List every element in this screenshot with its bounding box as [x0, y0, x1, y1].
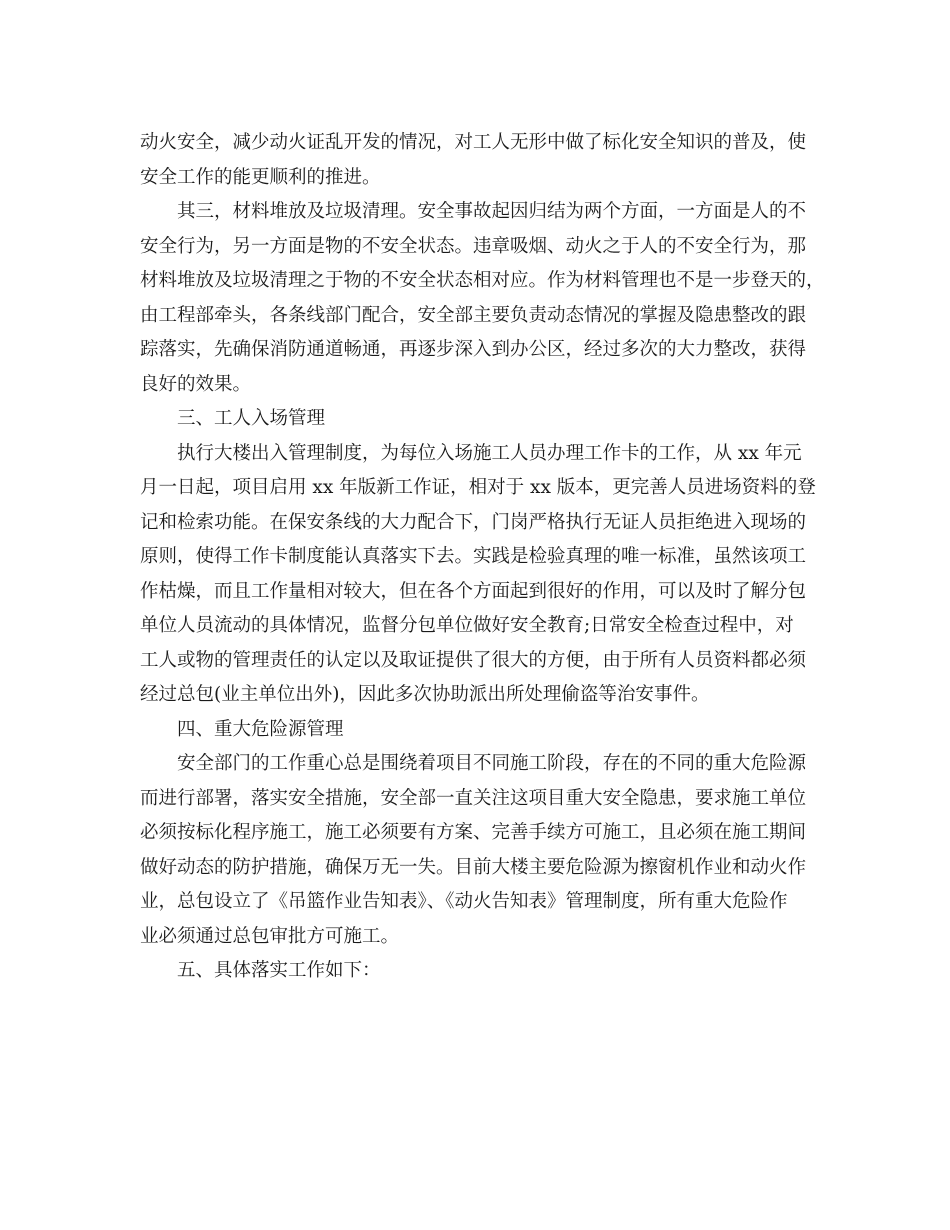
- text-line: 动火安全，减少动火证乱开发的情况，对工人无形中做了标化安全知识的普及，使: [140, 132, 807, 153]
- text-line: 安全工作的能更顺利的推进。: [140, 166, 381, 188]
- text-line: 材料堆放及垃圾清理之于物的不安全状态相对应。作为材料管理也不是一步登天的，: [140, 270, 825, 291]
- section-heading: 五、具体落实工作如下：: [177, 960, 381, 981]
- text-line: 安全部门的工作重心总是围绕着项目不同施工阶段，存在的不同的重大危险源: [177, 753, 807, 774]
- text-line: 记和检索功能。在保安条线的大力配合下，门岗严格执行无证人员拒绝进入现场的: [140, 511, 807, 533]
- text-line: 必须按标化程序施工，施工必须要有方案、完善手续方可施工，且必须在施工期间: [140, 822, 807, 843]
- text-line: 其三，材料堆放及垃圾清理。安全事故起因归结为两个方面，一方面是人的不: [177, 201, 807, 222]
- text-line: 业，总包设立了《吊篮作业告知表》、《动火告知表》管理制度，所有重大危险作: [140, 891, 788, 912]
- text-line: 月一日起，项目启用 xx 年版新工作证，相对于 xx 版本，更完善人员进场资料的登: [140, 477, 816, 498]
- text-line: 安全行为，另一方面是物的不安全状态。违章吸烟、动火之于人的不安全行为，那: [140, 235, 807, 257]
- text-line: 原则，使得工作卡制度能认真落实下去。实践是检验真理的唯一标准，虽然该项工: [140, 546, 807, 567]
- text-line: 而进行部署，落实安全措施，安全部一直关注这项目重大安全隐患，要求施工单位: [140, 787, 807, 809]
- document-body: [140, 126, 825, 989]
- text-line: 良好的效果。: [140, 373, 252, 395]
- text-line: 踪落实，先确保消防通道畅通，再逐步深入到办公区，经过多次的大力整改，获得: [140, 339, 807, 360]
- text-line: 工人或物的管理责任的认定以及取证提供了很大的方便，由于所有人员资料都必须: [140, 649, 807, 671]
- text-line: 作枯燥，而且工作量相对较大，但在各个方面起到很好的作用，可以及时了解分包: [140, 580, 807, 602]
- text-line: 经过总包(业主单位出外)，因此多次协助派出所处理偷盗等治安事件。: [140, 684, 710, 705]
- section-heading: 三、工人入场管理: [177, 408, 326, 429]
- text-line: 由工程部牵头，各条线部门配合，安全部主要负责动态情况的掌握及隐患整改的跟: [140, 304, 807, 326]
- text-line: 做好动态的防护措施，确保万无一失。目前大楼主要危险源为擦窗机作业和动火作: [140, 856, 807, 878]
- section-heading: 四、重大危险源管理: [177, 718, 344, 740]
- text-line: 业必须通过总包审批方可施工。: [140, 925, 400, 947]
- text-line: 单位人员流动的具体情况，监督分包单位做好安全教育;日常安全检查过程中，对: [140, 615, 794, 636]
- text-line: 执行大楼出入管理制度，为每位入场施工人员办理工作卡的工作，从 xx 年元: [177, 442, 802, 464]
